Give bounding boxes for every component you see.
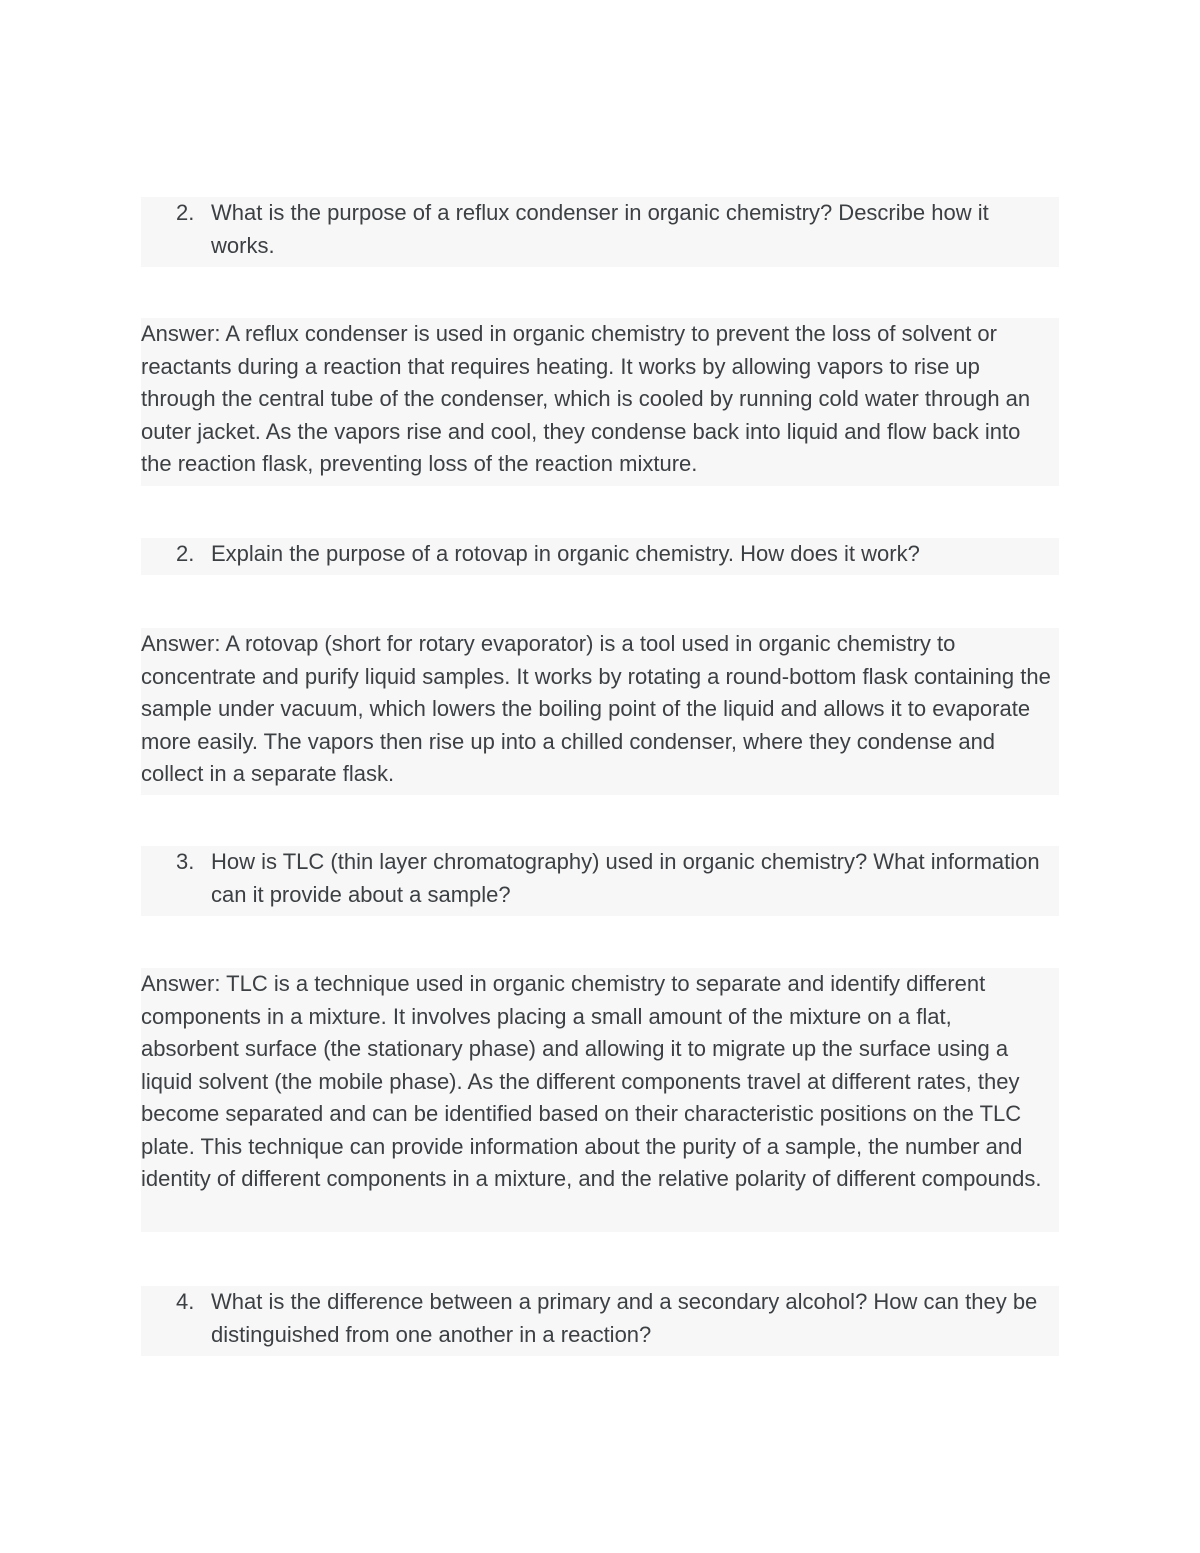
question-block-4 xyxy=(141,1286,1059,1356)
question-text: What is the purpose of a reflux condenser in organic chemistry? Describe how it works. xyxy=(211,200,989,258)
question-number: 4. xyxy=(176,1289,195,1314)
question-block-1 xyxy=(141,197,1059,267)
answer-block-2: Answer: A rotovap (short for rotary evaporator) is a tool used in organic chemistry to concentrate and purify liquid samples. It works by rotating a round-bottom flask containing the sample under vacuum, which lowers the boiling point of the liquid and allows it to evaporate more easily. The vapors then rise up into a chilled condenser, where they condense and collect in a separate flask. xyxy=(141,628,1059,795)
question-text: How is TLC (thin layer chromatography) used in organic chemistry? What information can it provide about a sample? xyxy=(211,849,1040,907)
question-number: 2. xyxy=(176,541,195,566)
answer-block-3: Answer: TLC is a technique used in organic chemistry to separate and identify different components in a mixture. It involves placing a small amount of the mixture on a flat, absorbent surface (the stationary phase) and allowing it to migrate up the surface using a liquid solvent (the mobile phase). As the different components travel at different rates, they become separated and can be identified based on their characteristic positions on the TLC plate. This technique can provide information about the purity of a sample, the number and identity of different components in a mixture, and the relative polarity of different compounds. xyxy=(141,968,1059,1232)
question-text: What is the difference between a primary and a secondary alcohol? How can they be distinguished from one another in a reaction? xyxy=(211,1289,1038,1347)
question-number: 2. xyxy=(176,200,195,225)
question-block-3 xyxy=(141,846,1059,916)
question-number: 3. xyxy=(176,849,195,874)
question-text: Explain the purpose of a rotovap in organic chemistry. How does it work? xyxy=(211,541,920,566)
question-block-2 xyxy=(141,538,1059,575)
answer-block-1: Answer: A reflux condenser is used in organic chemistry to prevent the loss of solvent or reactants during a reaction that requires heating. It works by allowing vapors to rise up through the central tube of the condenser, which is cooled by running cold water through an outer jacket. As the vapors rise and cool, they condense back into liquid and flow back into the reaction flask, preventing loss of the reaction mixture. xyxy=(141,318,1059,486)
